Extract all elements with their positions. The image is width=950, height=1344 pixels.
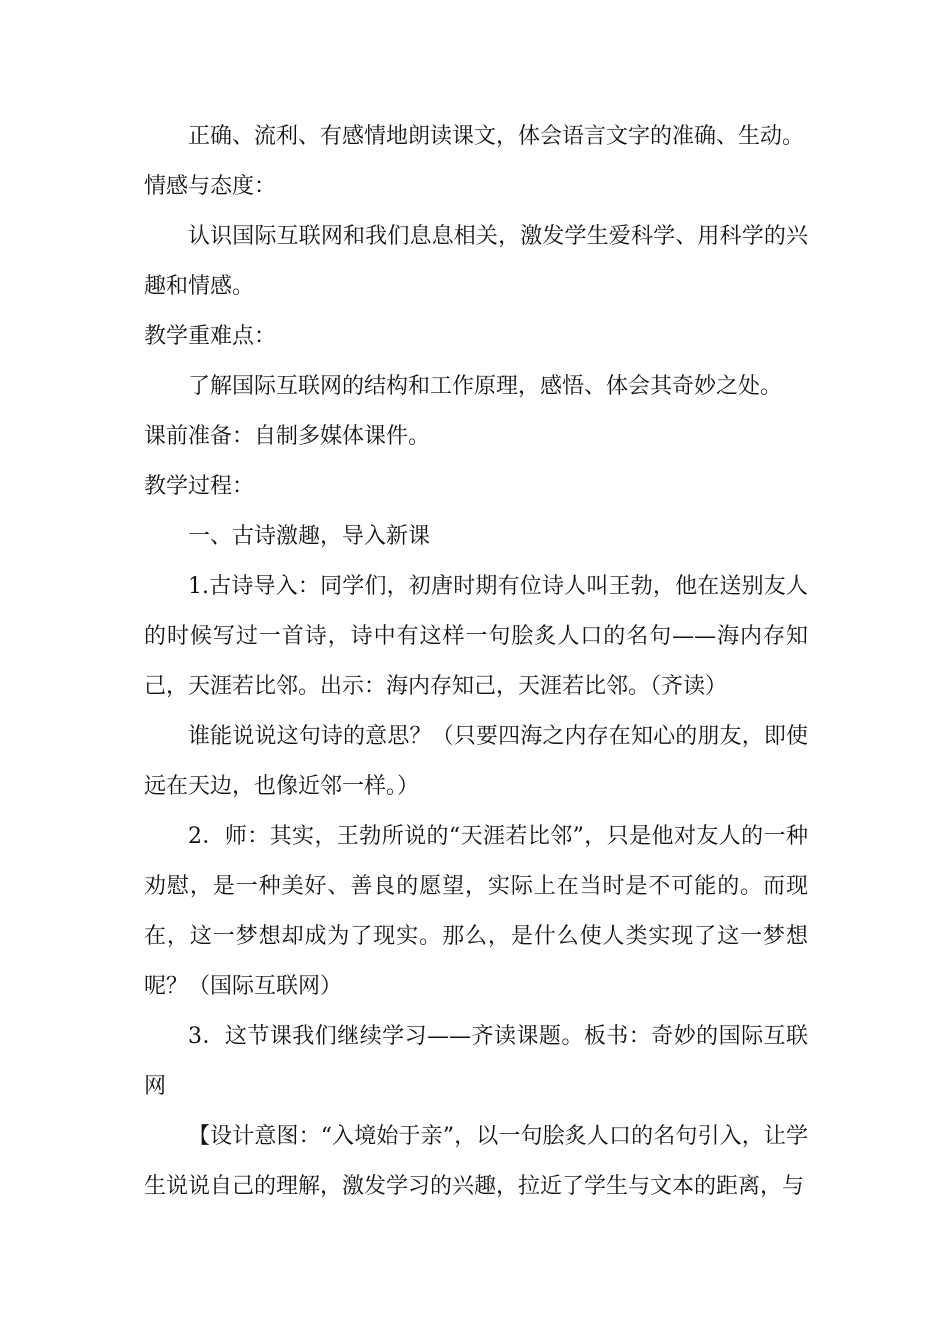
paragraph-teacher-explanation: 2．师：其实，王勃所说的“天涯若比邻”，只是他对友人的一种劝慰，是一种美好、善良的愿望，实际上在当时是不可能的。而现在，这一梦想却成为了现实。那么，是什么使人类实现了这一梦想呢？（国际互联网） (144, 824, 808, 999)
paragraph-key-difficulties: 了解国际互联网的结构和工作原理，感悟、体会其奇妙之处。 (188, 374, 783, 399)
paragraph-reading-goal: 正确、流利、有感情地朗读课文，体会语言文字的准确、生动。 (188, 124, 805, 149)
heading-emotion-attitude: 情感与态度： (144, 174, 277, 199)
heading-key-difficulties: 教学重难点： (144, 324, 277, 349)
paragraph-lesson-title: 3．这节课我们继续学习——齐读课题。板书：奇妙的国际互联网 (144, 1024, 808, 1099)
document-body (144, 112, 808, 1212)
heading-teaching-process: 教学过程： (144, 474, 255, 499)
paragraph-emotion-goal: 认识国际互联网和我们息息相关，激发学生爱科学、用科学的兴趣和情感。 (144, 224, 808, 299)
paragraph-poem-meaning: 谁能说说这句诗的意思？（只要四海之内存在知心的朋友，即使远在天边，也像近邻一样。） (144, 724, 808, 799)
section-heading-one: 一、古诗激趣，导入新课 (188, 524, 431, 549)
paragraph-design-intent: 【设计意图：“入境始于亲”，以一句脍炙人口的名句引入，让学生说说自己的理解，激发学习的兴趣，拉近了学生与文本的距离，与 (144, 1124, 808, 1199)
paragraph-preparation: 课前准备：自制多媒体课件。 (144, 424, 431, 449)
paragraph-poem-intro: 1.古诗导入：同学们，初唐时期有位诗人叫王勃，他在送别友人的时候写过一首诗，诗中有这样一句脍炙人口的名句——海内存知己，天涯若比邻。出示：海内存知己，天涯若比邻。（齐读） (144, 574, 808, 699)
